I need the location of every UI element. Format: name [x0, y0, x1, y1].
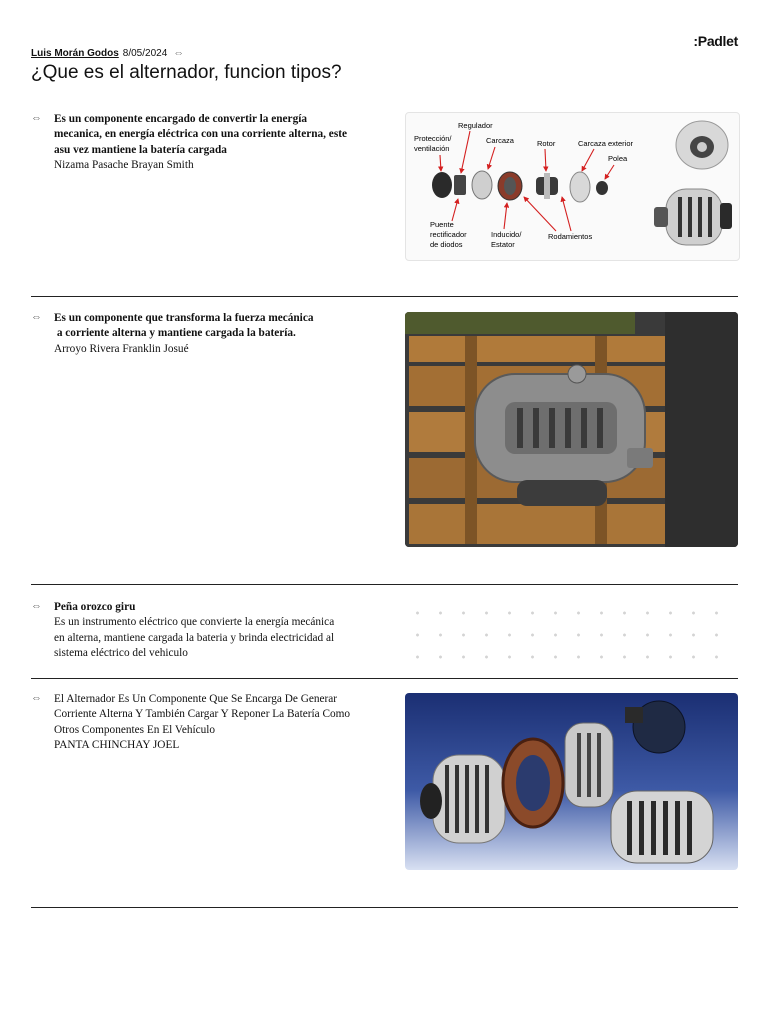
- post-author: Nizama Pasache Brayan Smith: [54, 158, 194, 171]
- label-rotor: Rotor: [537, 139, 556, 148]
- alternator-parts-diagram[interactable]: [405, 112, 740, 261]
- post-author: PANTA CHINCHAY JOEL: [54, 738, 180, 751]
- label-rodamientos: Rodamientos: [548, 232, 593, 241]
- label-inducido: Inducido/: [491, 230, 522, 239]
- post-body: El Alternador Es Un Componente Que Se Encarga De Generar Corriente Alterna Y También Cargar Y Reponer La Batería Como Otros Componentes En El Vehículo: [54, 693, 351, 736]
- stator-coil: [503, 739, 563, 827]
- label-carcaza: Carcaza: [486, 136, 514, 145]
- rotor-housing: [565, 723, 613, 807]
- post-card[interactable]: [31, 112, 738, 262]
- regulator-cover: [625, 701, 685, 753]
- alternator-photo-on-pallet[interactable]: [405, 312, 738, 547]
- post-heading-line1: Es un componente que transforma la fuerza mecánica: [54, 312, 314, 324]
- label-proteccion: Protección/: [414, 134, 452, 143]
- post-divider: [31, 584, 738, 585]
- assembled-alternator-top: [676, 121, 728, 169]
- label-de-diodos: de diodos: [430, 240, 463, 249]
- link-arrows-icon[interactable]: ⇔: [31, 311, 42, 323]
- post-heading: Peña orozco giru: [54, 601, 136, 613]
- assembled-alternator-bottom: [654, 189, 732, 245]
- post-meta: [31, 47, 184, 59]
- link-arrows-icon[interactable]: ⇔: [31, 692, 42, 704]
- label-carcaza-exterior: Carcaza exterior: [578, 139, 634, 148]
- post-body: Es un instrumento eléctrico que convierte la energía mecánica en alterna, mantiene cargada la bateria y brinda electricidad al sistema eléctrico del vehiculo: [54, 616, 335, 659]
- link-arrows-icon[interactable]: ⇔: [173, 47, 185, 59]
- post-card[interactable]: [31, 600, 738, 670]
- author-link[interactable]: Luis Morán Godos: [31, 47, 119, 59]
- label-regulador: Regulador: [458, 121, 493, 130]
- post-divider: [31, 907, 738, 908]
- label-puente: Puente: [430, 220, 454, 229]
- post-card[interactable]: [31, 311, 738, 551]
- alternator-left: [420, 755, 505, 843]
- post-heading-line2: a corriente alterna y mantiene cargada la batería.: [54, 327, 296, 340]
- empty-attachment-placeholder: [406, 602, 738, 662]
- alternator-right: [611, 791, 713, 863]
- alternator-exploded-photo[interactable]: [405, 693, 738, 870]
- post-author: Arroyo Rivera Franklin Josué: [54, 342, 189, 355]
- label-polea: Polea: [608, 154, 628, 163]
- post-card[interactable]: [31, 692, 738, 872]
- label-rectificador: rectificador: [430, 230, 467, 239]
- exploded-parts: [432, 171, 608, 202]
- post-divider: [31, 678, 738, 679]
- page-title: ¿Que es el alternador, funcion tipos?: [31, 62, 342, 83]
- link-arrows-icon[interactable]: ⇔: [31, 600, 42, 612]
- link-arrows-icon[interactable]: ⇔: [31, 112, 42, 124]
- post-date: 8/05/2024: [122, 47, 168, 59]
- label-estator: Estator: [491, 240, 515, 249]
- label-ventilacion: ventilación: [414, 144, 450, 153]
- post-divider: [31, 296, 738, 297]
- padlet-logo[interactable]: :Padlet: [693, 33, 738, 49]
- post-heading: Es un componente encargado de convertir la energía mecanica, en energía eléctrica con una corriente alterna, este asu vez mantiene la batería cargada: [54, 113, 347, 156]
